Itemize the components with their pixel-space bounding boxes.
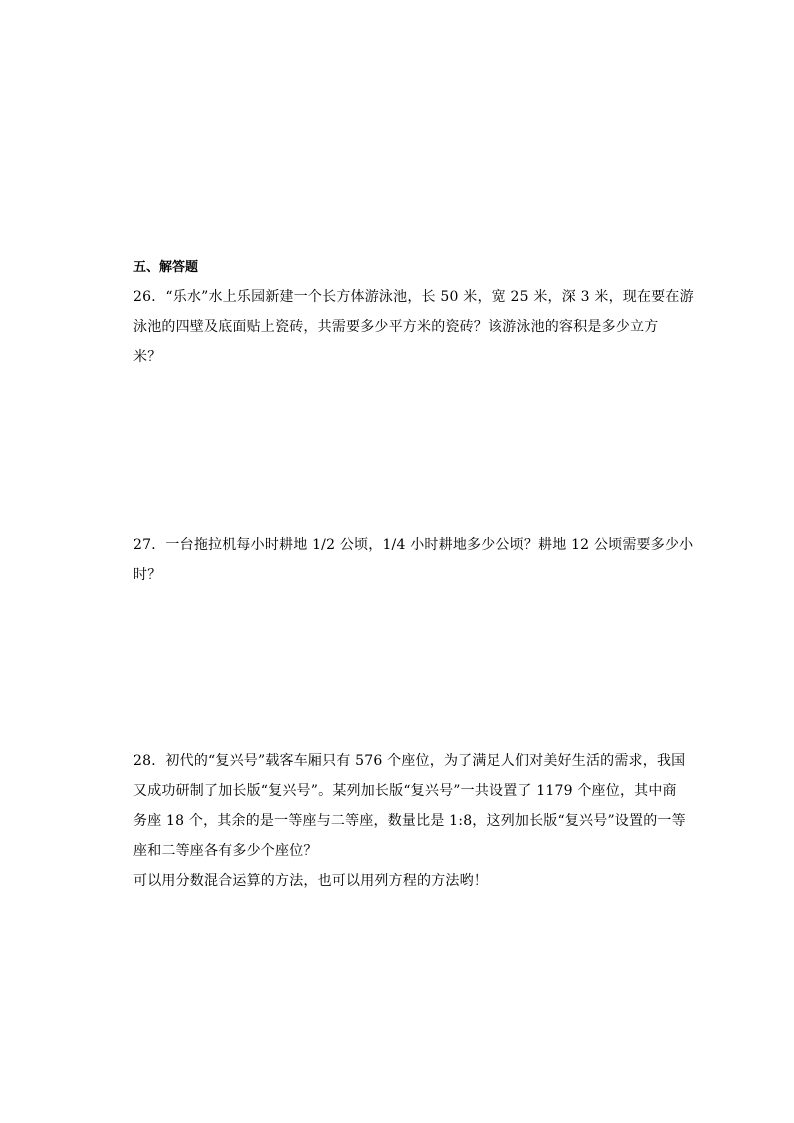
question-28-line-4: 座和二等座各有多少个座位？	[133, 843, 318, 859]
question-26-line-2: 泳池的四壁及底面贴上瓷砖，共需要多少平方米的瓷砖？该游泳池的容积是多少立方	[133, 319, 659, 335]
question-26-line-1: 26．“乐水”水上乐园新建一个长方体游泳池，长 50 米，宽 25 米，深 3 米，现在要在游	[133, 289, 694, 305]
question-27	[133, 530, 694, 590]
question-27-line-1: 27．一台拖拉机每小时耕地 1/2 公顷，1/4 小时耕地多少公顷？耕地 12 公顷需要多少小	[133, 537, 694, 553]
question-26	[133, 282, 694, 372]
question-28-hint: 可以用分数混合运算的方法，也可以用列方程的方法哟！	[133, 873, 488, 889]
question-28	[133, 746, 686, 896]
question-28-line-1: 28．初代的“复兴号”载客车厢只有 576 个座位，为了满足人们对美好生活的需求，我国	[133, 753, 686, 769]
question-26-line-3: 米？	[133, 349, 162, 365]
question-28-line-2: 又成功研制了加长版“复兴号”。某列加长版“复兴号”一共设置了 1179 个座位，其中商	[133, 783, 677, 799]
question-27-line-2: 时？	[133, 567, 162, 583]
section-title: 五、解答题	[133, 260, 199, 275]
question-28-line-3: 务座 18 个，其余的是一等座与二等座，数量比是 1:8，这列加长版“复兴号”设置的一等	[133, 813, 686, 829]
